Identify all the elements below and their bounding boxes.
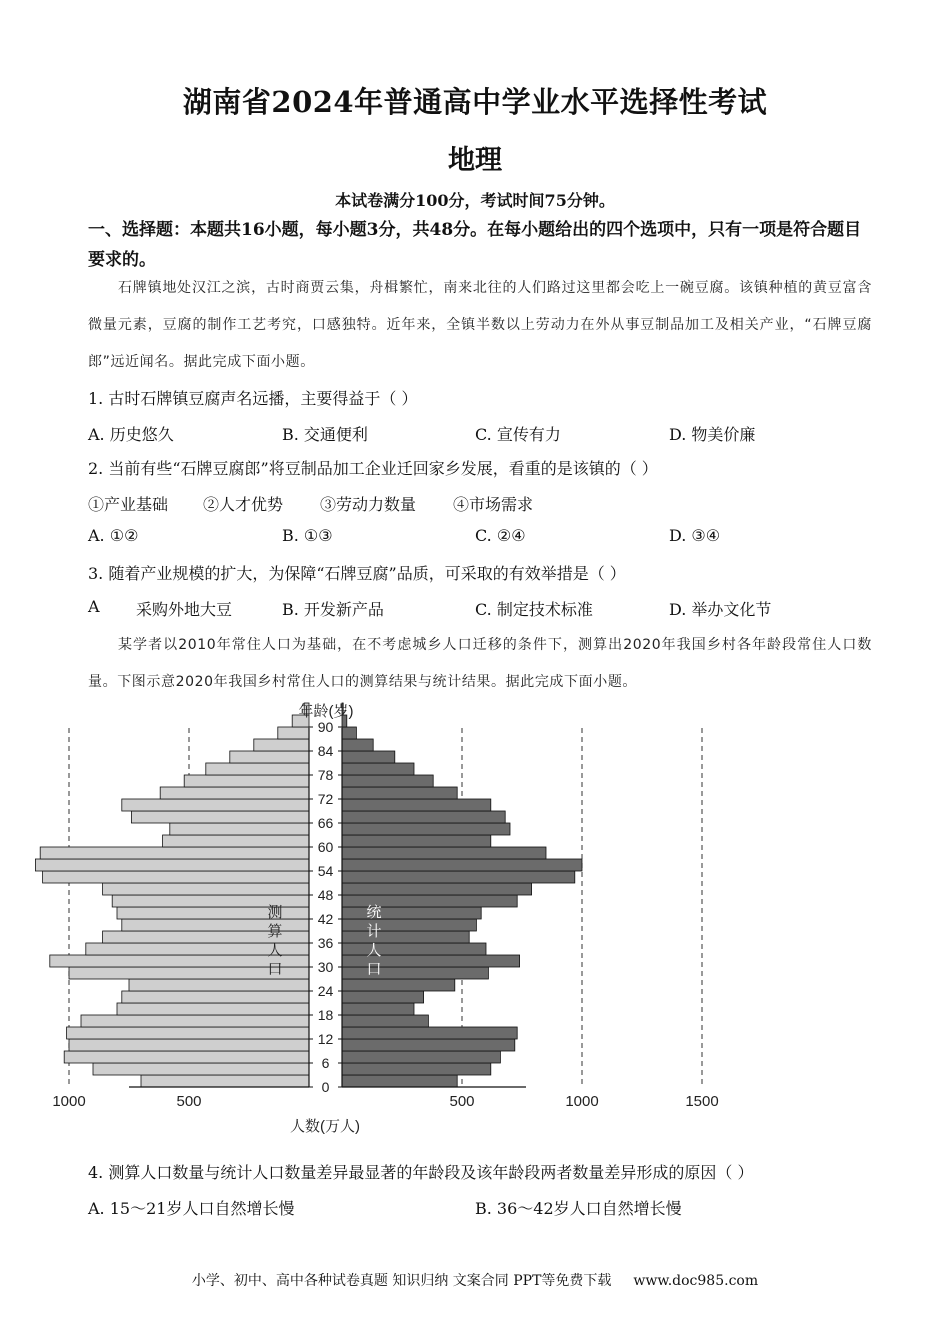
y-tick-label: 84 [317,743,334,759]
estimated-bar-age-12 [67,1027,309,1039]
census-bar-age-66 [342,811,505,823]
estimated-bar-age-3 [93,1063,309,1075]
census-bar-age-0 [342,1075,457,1087]
page-footer [0,1270,950,1290]
y-tick-label: 12 [317,1031,334,1047]
estimated-bar-age-84 [254,739,309,751]
question-4-option-a[interactable]: A. 15～21岁人口自然增长慢 [88,1199,295,1218]
census-bar-age-15 [342,1015,428,1027]
estimated-bar-age-24 [129,979,309,991]
y-tick-label: 90 [317,719,334,735]
series-label-census: 计 [366,923,382,940]
question-2-option-a[interactable]: A. ①② [88,526,139,545]
x-tick-label-right: 1500 [685,1093,719,1110]
footer-text: 小学、初中、高中各种试卷真题 知识归纳 文案合同 PPT等免费下载 [191,1273,612,1289]
y-tick-label: 54 [317,863,334,879]
passage-2-text: 某学者以2010年常住人口为基础，在不考虑城乡人口迁移的条件下，测算出2020年我国乡村各年龄段常住人口数量。下图示意2020年我国乡村常住人口的测算结果与统计结果。据此完成下面小题。 [88,637,872,690]
y-axis-label: 年龄(岁) [298,703,354,720]
census-bar-age-6 [342,1051,500,1063]
census-bar-age-9 [342,1039,515,1051]
series-label-census: 人 [366,942,382,959]
census-bar-age-12 [342,1027,517,1039]
census-bar-age-84 [342,739,373,751]
estimated-bar-age-51 [43,871,309,883]
census-bar-age-18 [342,1003,414,1015]
census-bar-age-51 [342,871,575,883]
x-tick-label-left: 1000 [52,1093,86,1110]
y-tick-label: 0 [321,1079,330,1095]
section-heading: 一、选择题：本题共16小题，每小题3分，共48分。在每小题给出的四个选项中，只有一项是符合题目要求的。 [88,220,862,270]
subject-title: 地理 [448,145,502,176]
series-label-estimated: 口 [267,961,283,978]
y-tick-label: 18 [317,1007,334,1023]
estimated-bar-age-66 [131,811,309,823]
question-3-option-b[interactable]: B. 开发新产品 [282,600,384,619]
y-tick-label: 30 [317,959,334,975]
estimated-bar-age-63 [170,823,309,835]
estimated-bar-age-21 [122,991,309,1003]
question-2-stem: 2. 当前有些“石牌豆腐郎”将豆制品加工企业迁回家乡发展，看重的是该镇的（ ） [88,459,658,478]
question-1-option-a[interactable]: A. 历史悠久 [88,425,174,444]
y-tick-label: 24 [317,983,334,999]
question-2-item-3: ③劳动力数量 [320,495,417,514]
passage-2 [88,627,872,701]
census-bar-age-60 [342,835,491,847]
y-tick-label: 42 [317,911,334,927]
census-bar-age-54 [342,859,582,871]
y-tick-label: 36 [317,935,334,951]
estimated-bar-age-75 [184,775,309,787]
census-bar-age-24 [342,979,455,991]
estimated-bar-age-69 [122,799,309,811]
x-axis-label: 人数(万人) [290,1118,360,1135]
census-bar-age-33 [342,943,486,955]
census-bar-age-21 [342,991,424,1003]
y-tick-label: 78 [317,767,334,783]
x-tick-label-right: 500 [449,1093,475,1110]
question-3-option-a[interactable]: 采购外地大豆 [136,600,233,619]
exam-note: 本试卷满分100分，考试时间75分钟。 [335,191,615,210]
census-bar-age-75 [342,775,433,787]
estimated-bar-age-78 [206,763,309,775]
y-tick-label: 48 [317,887,334,903]
estimated-bar-age-81 [230,751,309,763]
passage-1-text: 石牌镇地处汉江之滨，古时商贾云集，舟楫繁忙，南来北往的人们路过这里都会吃上一碗豆腐。该镇种植的黄豆富含微量元素，豆腐的制作工艺考究，口感独特。近年来，全镇半数以上劳动力在外从事豆制品加工及相关产业，“石牌豆腐郎”远近闻名。据此完成下面小题。 [88,280,872,370]
series-label-census: 口 [366,961,382,978]
estimated-bar-age-48 [103,883,309,895]
question-1-option-d[interactable]: D. 物美价廉 [669,425,756,444]
census-bar-age-36 [342,931,469,943]
question-2-item-4: ④市场需求 [453,495,534,514]
estimated-bar-age-18 [117,1003,309,1015]
y-tick-label: 66 [317,815,334,831]
question-2-item-2: ②人才优势 [203,495,284,514]
question-2-option-b[interactable]: B. ①③ [282,526,333,545]
question-2-item-1: ①产业基础 [88,495,169,514]
census-bar-age-69 [342,799,491,811]
question-3-option-a-letter[interactable]: A [88,597,100,616]
census-bar-age-3 [342,1063,491,1075]
y-tick-label: 6 [321,1055,330,1071]
passage-1 [88,270,872,381]
census-bar-age-27 [342,967,488,979]
exam-title: 湖南省2024年普通高中学业水平选择性考试 [182,85,768,119]
question-4-option-b[interactable]: B. 36～42岁人口自然增长慢 [475,1199,682,1218]
question-1-option-b[interactable]: B. 交通便利 [282,425,368,444]
question-3-stem: 3. 随着产业规模的扩大，为保障“石牌豆腐”品质，可采取的有效举措是（ ） [88,564,626,583]
question-3-option-c[interactable]: C. 制定技术标准 [475,600,593,619]
y-tick-label: 72 [317,791,334,807]
series-label-estimated: 人 [267,942,283,959]
x-tick-label-left: 500 [176,1093,202,1110]
census-bar-age-63 [342,823,510,835]
census-bar-age-87 [342,727,356,739]
series-label-census: 统 [366,904,382,921]
question-1-option-c[interactable]: C. 宣传有力 [475,425,561,444]
census-bar-age-42 [342,907,481,919]
estimated-bar-age-72 [160,787,309,799]
census-bar-age-72 [342,787,457,799]
x-tick-label-right: 1000 [565,1093,599,1110]
census-bar-age-78 [342,763,414,775]
population-pyramid-chart [52,695,719,1145]
question-4-stem: 4. 测算人口数量与统计人口数量差异最显著的年龄段及该年龄段两者数量差异形成的原因（ ） [88,1163,754,1182]
estimated-bar-age-87 [278,727,309,739]
census-bar-age-81 [342,751,395,763]
estimated-bar-age-54 [35,859,309,871]
series-label-estimated: 算 [267,923,283,940]
series-label-estimated: 测 [267,904,283,921]
census-bar-age-39 [342,919,476,931]
estimated-bar-age-0 [141,1075,309,1087]
question-3-option-d[interactable]: D. 举办文化节 [669,600,772,619]
estimated-bar-age-57 [40,847,309,859]
census-bar-age-57 [342,847,546,859]
estimated-bar-age-15 [81,1015,309,1027]
census-bar-age-48 [342,883,532,895]
question-1-stem: 1. 古时石牌镇豆腐声名远播，主要得益于（ ） [88,389,418,408]
estimated-bar-age-60 [163,835,309,847]
y-tick-label: 60 [317,839,334,855]
footer-url[interactable]: www.doc985.com [633,1273,759,1289]
estimated-bar-age-6 [64,1051,309,1063]
question-2-option-d[interactable]: D. ③④ [669,526,721,545]
estimated-bar-age-9 [69,1039,309,1051]
question-2-option-c[interactable]: C. ②④ [475,526,526,545]
